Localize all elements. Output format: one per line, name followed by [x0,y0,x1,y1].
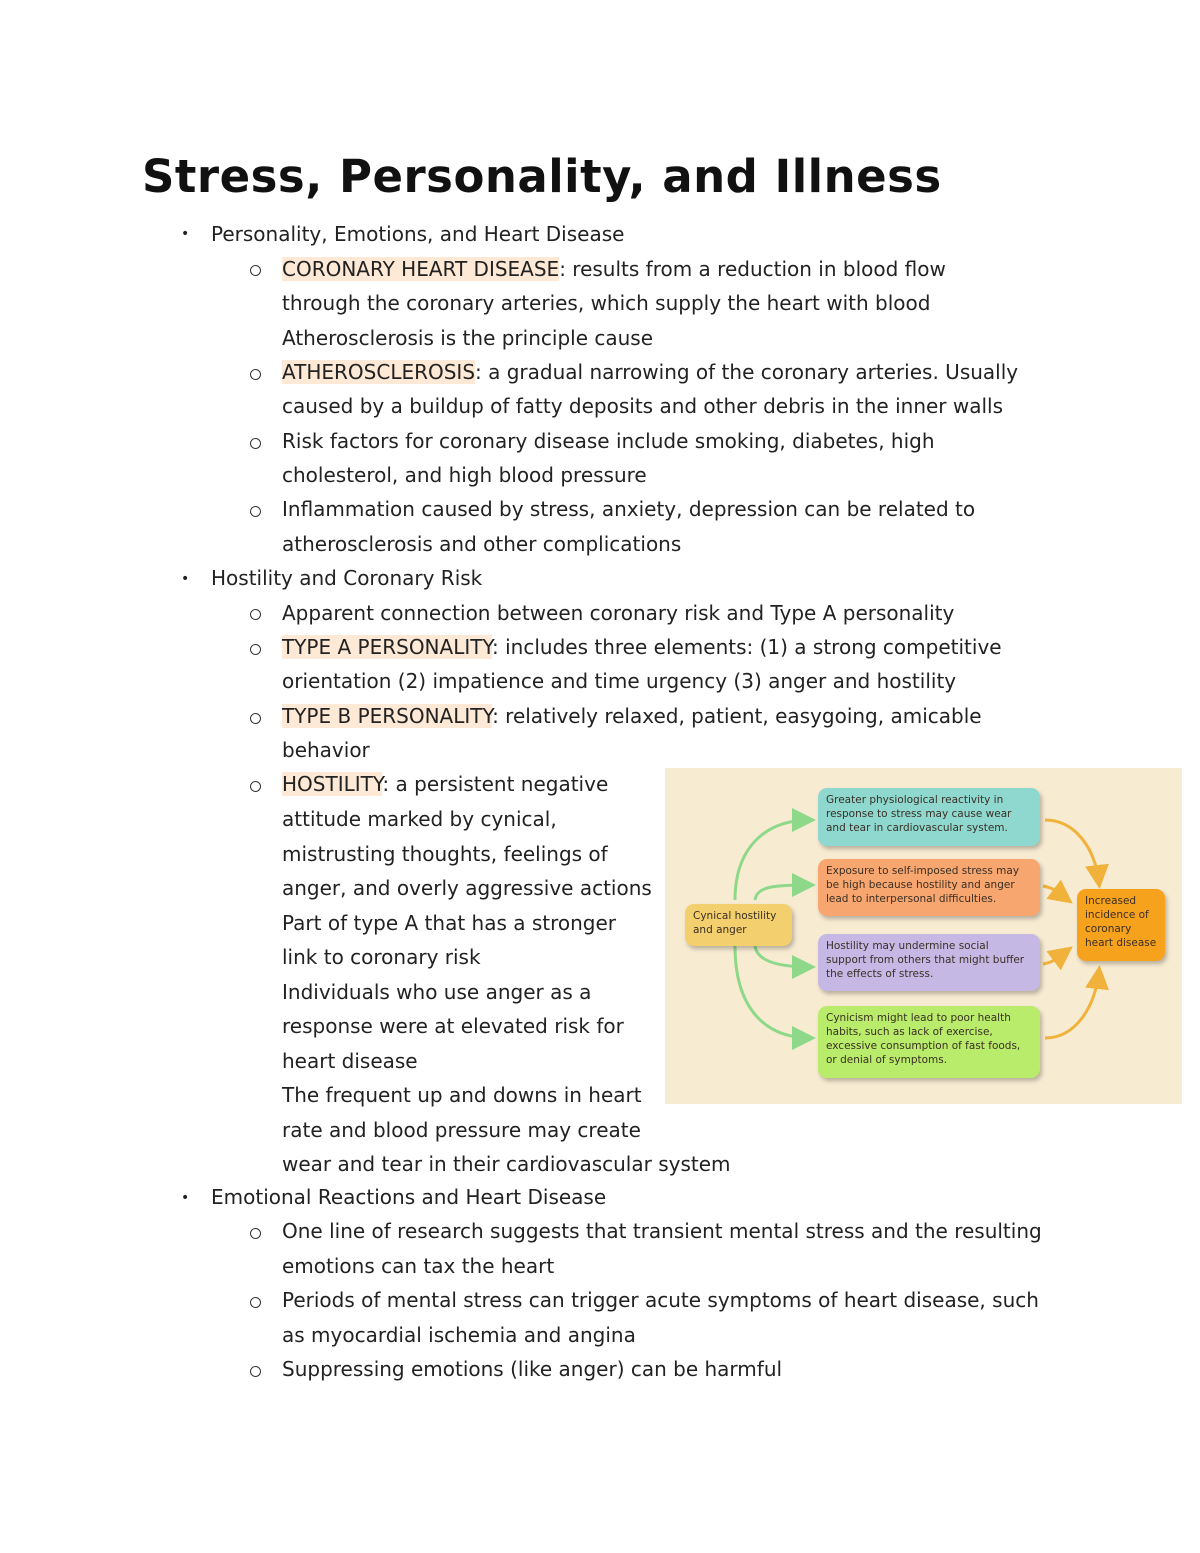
section-heading: Emotional Reactions and Heart Disease [211,1185,607,1209]
item-text: : includes three elements: (1) a strong competitive [492,635,1002,659]
bullet-icon: • [181,571,190,587]
item-text: : results from a reduction in blood flow [559,257,946,281]
term-highlight: HOSTILITY [282,772,383,796]
item-text: attitude marked by cynical, [282,807,557,831]
circle-bullet-icon [250,781,261,792]
item-text: anger, and overly aggressive actions [282,876,652,900]
source-box: Cynical hostility and anger [685,904,792,946]
term-highlight: ATHEROSCLEROSIS [282,360,476,384]
list-item [282,252,946,287]
item-text: caused by a buildup of fatty deposits and other debris in the inner walls [282,394,1004,418]
section-heading: Personality, Emotions, and Heart Disease [211,222,625,246]
list-item: Suppressing emotions (like anger) can be harmful [282,1357,783,1381]
item-text: Atherosclerosis is the principle cause [282,325,654,350]
circle-bullet-icon [250,438,261,449]
item-text: : relatively relaxed, patient, easygoing, amicable [492,704,982,728]
outcome-box: Increased incidence of coronary heart disease [1077,889,1165,961]
term-highlight: TYPE B PERSONALITY [282,704,493,728]
item-text: response were at elevated risk for [282,1014,624,1038]
list-item [282,699,982,734]
circle-bullet-icon [250,506,261,517]
circle-bullet-icon [250,644,261,655]
bullet-icon: • [181,1190,190,1206]
path-box-reactivity: Greater physiological reactivity in response to stress may cause wear and tear in cardiovascular system. [818,788,1040,846]
item-text: wear and tear in their cardiovascular system [282,1152,731,1176]
list-item: Apparent connection between coronary risk and Type A personality [282,601,955,625]
item-text: Individuals who use anger as a [282,979,592,1004]
item-text: : a persistent negative [382,772,609,796]
list-item [282,355,1018,390]
item-text: cholesterol, and high blood pressure [282,463,647,487]
list-item: Risk factors for coronary disease include smoking, diabetes, high [282,429,935,453]
path-box-social-support: Hostility may undermine social support from others that might buffer the effects of stress. [818,934,1040,991]
item-text: atherosclerosis and other complications [282,532,682,556]
circle-bullet-icon [250,713,261,724]
circle-bullet-icon [250,1297,261,1308]
item-text: mistrusting thoughts, feelings of [282,841,608,866]
circle-bullet-icon [250,609,261,620]
item-text: heart disease [282,1048,418,1073]
list-item [282,630,1002,665]
term-highlight: TYPE A PERSONALITY [282,635,493,659]
item-text: : a gradual narrowing of the coronary arteries. Usually [475,360,1019,384]
page-title: Stress, Personality, and Illness [142,150,942,203]
list-item [282,767,608,802]
circle-bullet-icon [250,265,261,276]
item-text: behavior [282,738,370,762]
term-highlight: CORONARY HEART DISEASE [282,257,560,281]
item-text: emotions can tax the heart [282,1254,555,1278]
item-text: as myocardial ischemia and angina [282,1323,636,1347]
item-text: rate and blood pressure may create [282,1117,641,1142]
item-text: Part of type A that has a stronger [282,910,617,935]
list-item: Inflammation caused by stress, anxiety, depression can be related to [282,497,976,521]
section-heading: Hostility and Coronary Risk [211,566,483,590]
path-box-self-imposed-stress: Exposure to self-imposed stress may be high because hostility and anger lead to interpersonal difficulties. [818,859,1040,916]
path-box-health-habits: Cynicism might lead to poor health habits, such as lack of exercise, excessive consumption of fast foods, or denial of symptoms. [818,1006,1040,1078]
item-text: orientation (2) impatience and time urgency (3) anger and hostility [282,669,957,693]
circle-bullet-icon [250,1366,261,1377]
item-text: link to coronary risk [282,945,481,969]
bullet-icon: • [181,226,190,242]
hostility-diagram [665,768,1182,1104]
item-text: through the coronary arteries, which supply the heart with blood [282,291,931,315]
list-item: One line of research suggests that transient mental stress and the resulting [282,1219,1042,1243]
item-text: The frequent up and downs in heart [282,1083,642,1107]
list-item: Periods of mental stress can trigger acute symptoms of heart disease, such [282,1288,1039,1312]
circle-bullet-icon [250,1228,261,1239]
circle-bullet-icon [250,369,261,380]
